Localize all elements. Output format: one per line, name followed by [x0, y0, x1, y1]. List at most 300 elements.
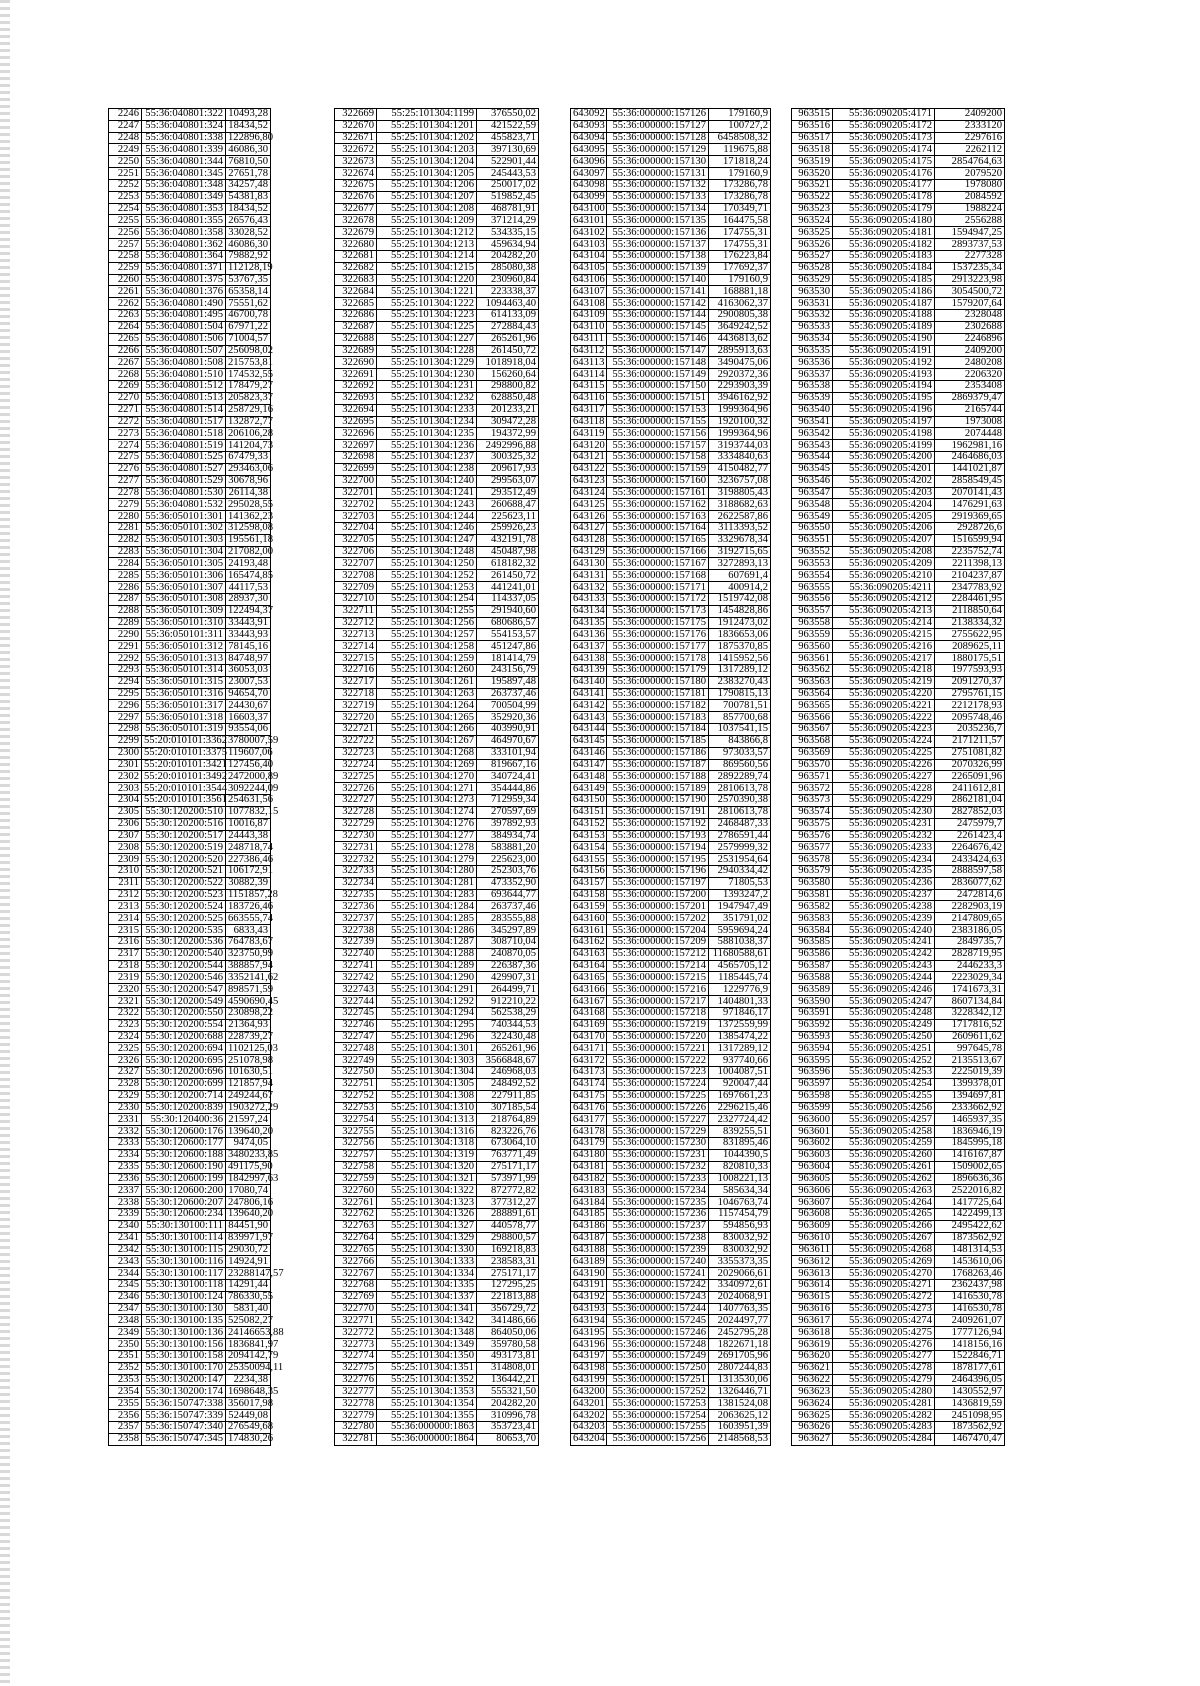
cadastral-number: 55:36:050101:317	[142, 700, 226, 712]
cadastral-value: 1399378,01	[935, 1078, 1005, 1090]
cadastral-number: 55:36:000000:157129	[607, 144, 709, 156]
cadastral-number: 55:30:130100:117	[142, 1268, 226, 1280]
row-number: 322677	[335, 203, 377, 215]
table-row	[571, 345, 771, 357]
table-row	[792, 629, 1005, 641]
row-number: 963523	[792, 203, 833, 215]
cadastral-number: 55:30:130100:111	[142, 1220, 226, 1232]
row-number: 963619	[792, 1339, 833, 1351]
cadastral-value: 1467470,47	[935, 1433, 1005, 1445]
cadastral-value: 356729,72	[477, 1303, 539, 1315]
cadastral-value: 1381524,08	[709, 1398, 771, 1410]
table-row	[109, 1043, 271, 1055]
row-number: 643160	[571, 913, 607, 925]
row-number: 643172	[571, 1055, 607, 1067]
cadastral-number: 55:36:090205:4197	[833, 416, 935, 428]
row-number: 2330	[109, 1102, 142, 1114]
cadastral-value: 114337,05	[477, 593, 539, 605]
cadastral-value: 179160,9	[709, 109, 771, 121]
row-number: 963608	[792, 1209, 833, 1221]
cadastral-number: 55:36:000000:157251	[607, 1374, 709, 1386]
table-row	[109, 156, 271, 168]
cadastral-number: 55:25:101304:1319	[377, 1149, 477, 1161]
cadastral-number: 55:36:090205:4183	[833, 250, 935, 262]
cadastral-value: 93554,06	[226, 724, 271, 736]
table-row	[792, 960, 1005, 972]
cadastral-value: 323750,99	[226, 948, 271, 960]
cadastral-number: 55:25:101304:1303	[377, 1055, 477, 1067]
cadastral-value: 3649242,52	[709, 321, 771, 333]
table-row	[792, 203, 1005, 215]
table-row	[571, 156, 771, 168]
row-number: 2280	[109, 511, 142, 523]
cadastral-value: 1977593,93	[935, 664, 1005, 676]
row-number: 643185	[571, 1209, 607, 1221]
table-row	[792, 546, 1005, 558]
cadastral-number: 55:36:090205:4186	[833, 286, 935, 298]
row-number: 643165	[571, 972, 607, 984]
table-row	[792, 440, 1005, 452]
table-row	[571, 960, 771, 972]
cadastral-value: 2138334,32	[935, 617, 1005, 629]
table-row	[109, 972, 271, 984]
cadastral-value: 171818,24	[709, 156, 771, 168]
table-row	[335, 381, 539, 393]
cadastral-number: 55:25:101304:1313	[377, 1114, 477, 1126]
cadastral-number: 55:36:090205:4208	[833, 546, 935, 558]
cadastral-number: 55:36:000000:157149	[607, 369, 709, 381]
row-number: 963555	[792, 582, 833, 594]
table-row	[792, 1114, 1005, 1126]
cadastral-number: 55:30:120600:176	[142, 1126, 226, 1138]
cadastral-number: 55:36:000000:157183	[607, 712, 709, 724]
cadastral-value: 308710,04	[477, 936, 539, 948]
table-row	[571, 1031, 771, 1043]
row-number: 963563	[792, 676, 833, 688]
row-number: 322749	[335, 1055, 377, 1067]
cadastral-number: 55:36:000000:157127	[607, 120, 709, 132]
cadastral-value: 1157454,79	[709, 1209, 771, 1221]
cadastral-value: 1978080	[935, 179, 1005, 191]
table-row	[109, 1185, 271, 1197]
cadastral-number: 55:36:040801:514	[142, 404, 226, 416]
cadastral-value: 1416530,78	[935, 1303, 1005, 1315]
row-number: 963627	[792, 1433, 833, 1445]
cadastral-number: 55:36:000000:157162	[607, 499, 709, 511]
cadastral-value: 1415952,56	[709, 653, 771, 665]
row-number: 643131	[571, 570, 607, 582]
row-number: 322763	[335, 1220, 377, 1232]
cadastral-number: 55:25:101304:1285	[377, 913, 477, 925]
cadastral-value: 2284461,95	[935, 593, 1005, 605]
cadastral-number: 55:25:101304:1354	[377, 1398, 477, 1410]
cadastral-value: 30882,39	[226, 877, 271, 889]
cadastral-number: 55:36:090205:4228	[833, 783, 935, 795]
table-row	[335, 996, 539, 1008]
row-number: 643157	[571, 877, 607, 889]
table-row	[571, 1386, 771, 1398]
cadastral-value: 173286,78	[709, 191, 771, 203]
cadastral-number: 55:25:101304:1287	[377, 936, 477, 948]
cadastral-number: 55:25:101304:1341	[377, 1303, 477, 1315]
row-number: 963533	[792, 321, 833, 333]
cadastral-value: 2452795,28	[709, 1327, 771, 1339]
table-row	[335, 215, 539, 227]
cadastral-value: 2828719,95	[935, 948, 1005, 960]
cadastral-number: 55:36:000000:157222	[607, 1055, 709, 1067]
table-row	[571, 806, 771, 818]
row-number: 322715	[335, 653, 377, 665]
cadastral-number: 55:36:090205:4196	[833, 404, 935, 416]
row-number: 643120	[571, 440, 607, 452]
cadastral-number: 55:36:040801:518	[142, 428, 226, 440]
cadastral-number: 55:25:101304:1329	[377, 1232, 477, 1244]
table-row	[571, 1078, 771, 1090]
cadastral-value: 2409261,07	[935, 1315, 1005, 1327]
cadastral-value: 4565705,12	[709, 960, 771, 972]
table-row	[792, 132, 1005, 144]
table-row	[571, 771, 771, 783]
cadastral-number: 55:36:090205:4279	[833, 1374, 935, 1386]
table-row	[109, 475, 271, 487]
row-number: 2266	[109, 345, 142, 357]
table-row	[335, 1126, 539, 1138]
cadastral-number: 55:36:090205:4176	[833, 168, 935, 180]
table-row	[335, 1209, 539, 1221]
cadastral-number: 55:36:000000:157239	[607, 1244, 709, 1256]
cadastral-number: 55:25:101304:1349	[377, 1339, 477, 1351]
table-row	[335, 593, 539, 605]
cadastral-value: 65358,14	[226, 286, 271, 298]
cadastral-number: 55:25:101304:1353	[377, 1386, 477, 1398]
table-row	[571, 1102, 771, 1114]
row-number: 643148	[571, 771, 607, 783]
cadastral-value: 139640,20	[226, 1126, 271, 1138]
row-number: 643180	[571, 1149, 607, 1161]
cadastral-number: 55:36:090205:4267	[833, 1232, 935, 1244]
cadastral-number: 55:36:040801:510	[142, 369, 226, 381]
cadastral-number: 55:36:090205:4187	[833, 298, 935, 310]
cadastral-value: 2333662,92	[935, 1102, 1005, 1114]
table-row	[109, 487, 271, 499]
cadastral-value: 519852,45	[477, 191, 539, 203]
table-row	[335, 239, 539, 251]
cadastral-value: 843866,8	[709, 735, 771, 747]
cadastral-number: 55:36:000000:157189	[607, 783, 709, 795]
table-row	[571, 546, 771, 558]
row-number: 2321	[109, 996, 142, 1008]
cadastral-value: 2900805,38	[709, 310, 771, 322]
table-row	[109, 617, 271, 629]
table-row	[792, 179, 1005, 191]
row-number: 2345	[109, 1279, 142, 1291]
cadastral-value: 299563,07	[477, 475, 539, 487]
row-number: 2250	[109, 156, 142, 168]
table-row	[335, 806, 539, 818]
cadastral-number: 55:36:000000:157188	[607, 771, 709, 783]
cadastral-value: 2622587,86	[709, 511, 771, 523]
row-number: 643176	[571, 1102, 607, 1114]
table-row	[571, 357, 771, 369]
row-number: 643135	[571, 617, 607, 629]
table-row	[335, 984, 539, 996]
table-row	[335, 1327, 539, 1339]
cadastral-number: 55:25:101304:1330	[377, 1244, 477, 1256]
row-number: 2358	[109, 1433, 142, 1445]
cadastral-value: 1313530,06	[709, 1374, 771, 1386]
cadastral-value: 2035236,7	[935, 724, 1005, 736]
table-row	[571, 239, 771, 251]
cadastral-number: 55:36:000000:157156	[607, 428, 709, 440]
table-row	[571, 996, 771, 1008]
cadastral-value: 353723,41	[477, 1421, 539, 1433]
row-number: 643196	[571, 1339, 607, 1351]
table-row	[792, 1220, 1005, 1232]
table-row	[571, 795, 771, 807]
cadastral-value: 1594947,25	[935, 227, 1005, 239]
cadastral-value: 309472,28	[477, 416, 539, 428]
cadastral-number: 55:36:090205:4223	[833, 724, 935, 736]
cadastral-value: 3355373,35	[709, 1256, 771, 1268]
cadastral-value: 3272893,13	[709, 558, 771, 570]
cadastral-number: 55:36:000000:157231	[607, 1149, 709, 1161]
row-number: 2283	[109, 546, 142, 558]
cadastral-value: 1018918,04	[477, 357, 539, 369]
row-number: 2290	[109, 629, 142, 641]
table-row	[571, 984, 771, 996]
table-row	[571, 1185, 771, 1197]
table-row	[109, 901, 271, 913]
cadastral-number: 55:36:000000:157240	[607, 1256, 709, 1268]
row-number: 643125	[571, 499, 607, 511]
cadastral-number: 55:30:120200:536	[142, 936, 226, 948]
cadastral-number: 55:36:090205:4263	[833, 1185, 935, 1197]
cadastral-value: 819667,16	[477, 759, 539, 771]
cadastral-number: 55:36:090205:4235	[833, 866, 935, 878]
cadastral-number: 55:30:120200:523	[142, 889, 226, 901]
cadastral-number: 55:30:120600:199	[142, 1173, 226, 1185]
table-row	[792, 806, 1005, 818]
row-number: 643122	[571, 463, 607, 475]
cadastral-value: 221813,88	[477, 1291, 539, 1303]
row-number: 963524	[792, 215, 833, 227]
table-row	[335, 1055, 539, 1067]
table-row	[335, 972, 539, 984]
row-number: 322714	[335, 641, 377, 653]
cadastral-number: 55:36:090205:4243	[833, 960, 935, 972]
table-row	[571, 972, 771, 984]
cadastral-number: 55:36:050101:309	[142, 605, 226, 617]
cadastral-number: 55:36:040801:504	[142, 321, 226, 333]
row-number: 963565	[792, 700, 833, 712]
cadastral-number: 55:25:101304:1229	[377, 357, 477, 369]
cadastral-value: 10493,28	[226, 109, 271, 121]
cadastral-number: 55:36:000000:157226	[607, 1102, 709, 1114]
table-row	[792, 1374, 1005, 1386]
table-row	[571, 179, 771, 191]
table-row	[792, 286, 1005, 298]
row-number: 643166	[571, 984, 607, 996]
cadastral-value: 937740,66	[709, 1055, 771, 1067]
cadastral-value: 3113393,52	[709, 522, 771, 534]
row-number: 643182	[571, 1173, 607, 1185]
cadastral-value: 673064,10	[477, 1138, 539, 1150]
cadastral-value: 4163062,37	[709, 298, 771, 310]
row-number: 322700	[335, 475, 377, 487]
table-row	[792, 712, 1005, 724]
cadastral-value: 562538,29	[477, 1007, 539, 1019]
table-row	[792, 109, 1005, 121]
cadastral-value: 2446233,3	[935, 960, 1005, 972]
cadastral-value: 250017,02	[477, 179, 539, 191]
table-row	[792, 1256, 1005, 1268]
row-number: 643162	[571, 936, 607, 948]
row-number: 643132	[571, 582, 607, 594]
row-number: 963575	[792, 818, 833, 830]
cadastral-number: 55:36:000000:157148	[607, 357, 709, 369]
cadastral-number: 55:36:000000:157132	[607, 179, 709, 191]
row-number: 643129	[571, 546, 607, 558]
cadastral-number: 55:36:000000:157130	[607, 156, 709, 168]
cadastral-number: 55:36:000000:157202	[607, 913, 709, 925]
cadastral-number: 55:30:120200:520	[142, 854, 226, 866]
cadastral-value: 554153,57	[477, 629, 539, 641]
cadastral-number: 55:36:000000:1863	[377, 1421, 477, 1433]
cadastral-number: 55:36:090205:4276	[833, 1339, 935, 1351]
table-row	[571, 333, 771, 345]
cadastral-value: 2261423,4	[935, 830, 1005, 842]
cadastral-value: 525082,27	[226, 1315, 271, 1327]
row-number: 963572	[792, 783, 833, 795]
cadastral-value: 165474,85	[226, 570, 271, 582]
cadastral-number: 55:36:090205:4258	[833, 1126, 935, 1138]
cadastral-number: 55:36:050101:316	[142, 688, 226, 700]
table-row	[335, 298, 539, 310]
cadastral-value: 204282,20	[477, 1398, 539, 1410]
table-row	[109, 381, 271, 393]
table-row	[335, 1007, 539, 1019]
table-row	[109, 132, 271, 144]
cadastral-value: 2810613,78	[709, 783, 771, 795]
cadastral-number: 55:25:101304:1257	[377, 629, 477, 641]
row-number: 963593	[792, 1031, 833, 1043]
cadastral-value: 468781,91	[477, 203, 539, 215]
cadastral-number: 55:25:101304:1235	[377, 428, 477, 440]
row-number: 2331	[109, 1114, 142, 1126]
cadastral-number: 55:36:090205:4238	[833, 901, 935, 913]
row-number: 643156	[571, 866, 607, 878]
cadastral-number: 55:36:000000:157254	[607, 1410, 709, 1422]
row-number: 963521	[792, 179, 833, 191]
table-row	[335, 109, 539, 121]
cadastral-value: 33028,52	[226, 227, 271, 239]
cadastral-number: 55:36:050101:301	[142, 511, 226, 523]
cadastral-number: 55:25:101304:1263	[377, 688, 477, 700]
row-number: 643111	[571, 333, 607, 345]
cadastral-number: 55:36:000000:157197	[607, 877, 709, 889]
table-row	[335, 1339, 539, 1351]
cadastral-number: 55:25:101304:1248	[377, 546, 477, 558]
table-row	[571, 700, 771, 712]
cadastral-number: 55:25:101304:1260	[377, 664, 477, 676]
cadastral-value: 1896636,36	[935, 1173, 1005, 1185]
table-row	[571, 1090, 771, 1102]
row-number: 2332	[109, 1126, 142, 1138]
cadastral-value: 94654,70	[226, 688, 271, 700]
cadastral-value: 440578,77	[477, 1220, 539, 1232]
cadastral-number: 55:30:120600:207	[142, 1197, 226, 1209]
cadastral-value: 663555,74	[226, 913, 271, 925]
cadastral-value: 2492996,88	[477, 440, 539, 452]
cadastral-number: 55:20:010101:3362	[142, 735, 226, 747]
table-row	[792, 1339, 1005, 1351]
row-number: 322751	[335, 1078, 377, 1090]
cadastral-value: 351791,02	[709, 913, 771, 925]
row-number: 963551	[792, 534, 833, 546]
row-number: 322759	[335, 1173, 377, 1185]
cadastral-number: 55:36:000000:157157	[607, 440, 709, 452]
table-row	[335, 1433, 539, 1445]
table-row	[571, 1421, 771, 1433]
cadastral-number: 55:36:090205:4201	[833, 463, 935, 475]
table-row	[792, 239, 1005, 251]
cadastral-value: 2094142,79	[226, 1350, 271, 1362]
cadastral-value: 223338,37	[477, 286, 539, 298]
cadastral-value: 4590690,45	[226, 996, 271, 1008]
table-row	[109, 735, 271, 747]
table-row	[335, 1114, 539, 1126]
table-row	[335, 582, 539, 594]
cadastral-value: 174755,31	[709, 239, 771, 251]
row-number: 2285	[109, 570, 142, 582]
row-number: 2251	[109, 168, 142, 180]
table-row	[571, 262, 771, 274]
cadastral-number: 55:30:130100:124	[142, 1291, 226, 1303]
table-row	[335, 877, 539, 889]
row-number: 963595	[792, 1055, 833, 1067]
cadastral-number: 55:25:101304:1274	[377, 806, 477, 818]
cadastral-number: 55:36:090205:4199	[833, 440, 935, 452]
cadastral-value: 397130,69	[477, 144, 539, 156]
cadastral-value: 217082,00	[226, 546, 271, 558]
table-row	[109, 676, 271, 688]
table-row	[335, 392, 539, 404]
cadastral-number: 55:36:000000:157173	[607, 605, 709, 617]
cadastral-number: 55:36:090205:4269	[833, 1256, 935, 1268]
cadastral-value: 2333120	[935, 120, 1005, 132]
cadastral-value: 227386,46	[226, 854, 271, 866]
cadastral-number: 55:30:120200:699	[142, 1078, 226, 1090]
table-row	[335, 534, 539, 546]
row-number: 643117	[571, 404, 607, 416]
table-row	[335, 1173, 539, 1185]
cadastral-number: 55:36:090205:4194	[833, 381, 935, 393]
table-row	[335, 818, 539, 830]
cadastral-value: 2383186,05	[935, 925, 1005, 937]
cadastral-number: 55:36:000000:157144	[607, 310, 709, 322]
cadastral-number: 55:36:000000:157171	[607, 582, 709, 594]
table-row	[792, 1386, 1005, 1398]
table-row	[571, 1256, 771, 1268]
row-number: 322730	[335, 830, 377, 842]
row-number: 963559	[792, 629, 833, 641]
row-number: 2312	[109, 889, 142, 901]
table-row	[335, 522, 539, 534]
table-row	[109, 1138, 271, 1150]
table-row	[109, 996, 271, 1008]
row-number: 322731	[335, 842, 377, 854]
cadastral-value: 2302688	[935, 321, 1005, 333]
